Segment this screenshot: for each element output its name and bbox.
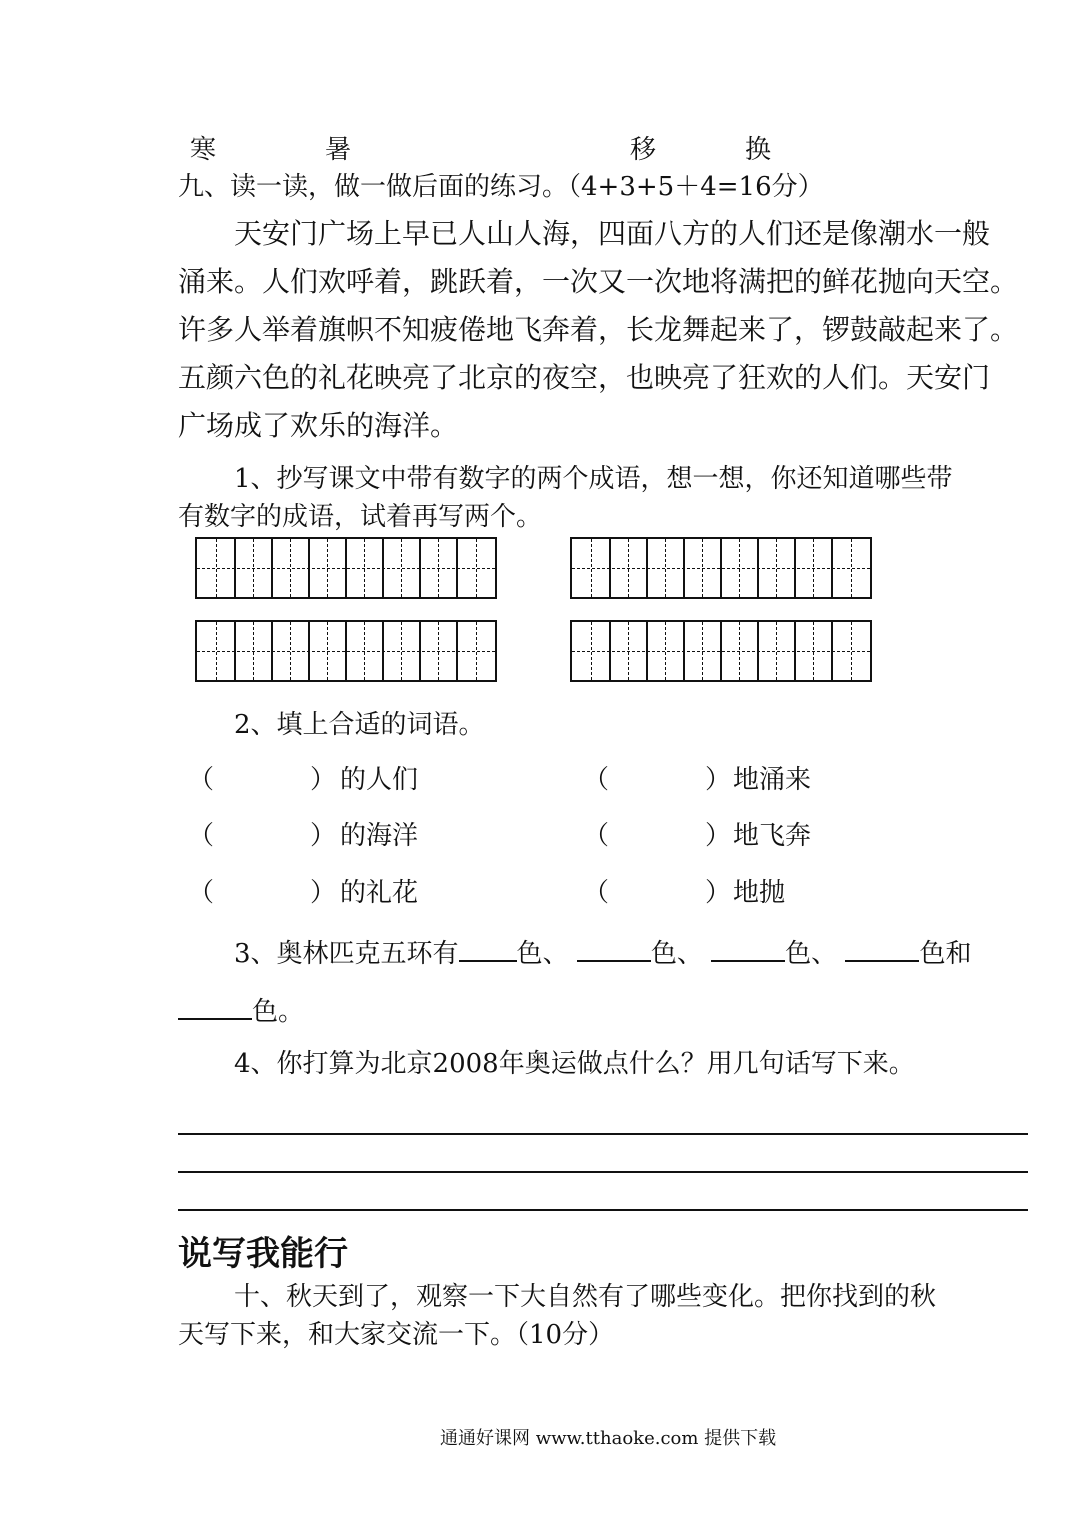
color-word: 色 [919, 939, 946, 969]
blank-line[interactable] [577, 936, 651, 962]
fill-right-label: 地抛 [733, 878, 786, 908]
paren-open: （ [188, 765, 215, 795]
blank-line[interactable] [178, 994, 252, 1020]
passage-line: 涌来。人们欢呼着，跳跃着，一次又一次地将满把的鲜花抛向天空。 [178, 265, 1019, 298]
blank-line[interactable] [845, 936, 919, 962]
paren-close: ） [310, 765, 337, 795]
color-word: 色 [516, 939, 543, 969]
blank-line[interactable] [459, 936, 517, 962]
idiom-grid[interactable] [570, 620, 872, 682]
question-1-line: 1、抄写课文中带有数字的两个成语，想一想，你还知道哪些带 [234, 464, 953, 494]
fill-right-label: 地飞奔 [733, 821, 812, 851]
and-word: 和 [945, 939, 972, 969]
question-3-cont [178, 994, 304, 1027]
passage-line: 天安门广场上早已人山人海，四面八方的人们还是像潮水一般 [234, 217, 991, 250]
fill-left-label: 的海洋 [340, 821, 419, 851]
paren-close: ） [310, 821, 337, 851]
writing-line[interactable] [178, 1133, 1028, 1135]
paren-open: （ [583, 765, 610, 795]
paren-open: （ [583, 821, 610, 851]
blank-line[interactable] [711, 936, 785, 962]
reading-passage [178, 210, 1038, 450]
paren-open: （ [583, 878, 610, 908]
passage-line: 五颜六色的礼花映亮了北京的夜空，也映亮了狂欢的人们。天安门 [178, 361, 991, 394]
paren-open: （ [188, 821, 215, 851]
idiom-grid[interactable] [570, 537, 872, 599]
separator: 、 [676, 939, 703, 969]
separator: 、 [542, 939, 569, 969]
paren-close: ） [705, 821, 732, 851]
idiom-grid[interactable] [195, 620, 497, 682]
paren-close: ） [705, 765, 732, 795]
paren-close: ） [705, 878, 732, 908]
color-word: 色 [252, 997, 279, 1027]
color-word: 色 [650, 939, 677, 969]
fill-right-label: 地涌来 [733, 765, 812, 795]
footer-credit: 通通好课网 www.tthaoke.com 提供下载 [440, 1428, 777, 1449]
fill-left-label: 的礼花 [340, 878, 419, 908]
question-3-prefix: 3、奥林匹克五环有 [234, 939, 459, 969]
writing-line[interactable] [178, 1209, 1028, 1211]
char-yi: 移 [630, 135, 657, 165]
paren-close: ） [310, 878, 337, 908]
idiom-grid[interactable] [195, 537, 497, 599]
color-word: 色 [785, 939, 812, 969]
question-4: 4、你打算为北京2008年奥运做点什么？用几句话写下来。 [234, 1049, 915, 1079]
section10-line: 天写下来，和大家交流一下。（10分） [178, 1320, 615, 1350]
end-mark: 。 [278, 997, 305, 1027]
section-heading: 说写我能行 [178, 1234, 348, 1274]
section9-title: 九、读一读，做一做后面的练习。（4+3+5＋4=16分） [178, 172, 824, 202]
passage-line: 许多人举着旗帜不知疲倦地飞奔着，长龙舞起来了，锣鼓敲起来了。 [178, 313, 1019, 346]
section10 [178, 1278, 936, 1354]
char-huan: 换 [745, 135, 772, 165]
question-1 [178, 460, 953, 536]
section10-line: 十、秋天到了，观察一下大自然有了哪些变化。把你找到的秋 [234, 1282, 937, 1312]
question-1-line: 有数字的成语，试着再写两个。 [178, 502, 543, 532]
question-3 [234, 936, 971, 969]
passage-line: 广场成了欢乐的海洋。 [178, 409, 459, 442]
fill-left-label: 的人们 [340, 765, 419, 795]
separator: 、 [811, 939, 838, 969]
writing-line[interactable] [178, 1171, 1028, 1173]
paren-open: （ [188, 878, 215, 908]
char-han: 寒 [190, 135, 217, 165]
question-2: 2、填上合适的词语。 [234, 710, 485, 740]
char-shu: 暑 [325, 135, 352, 165]
